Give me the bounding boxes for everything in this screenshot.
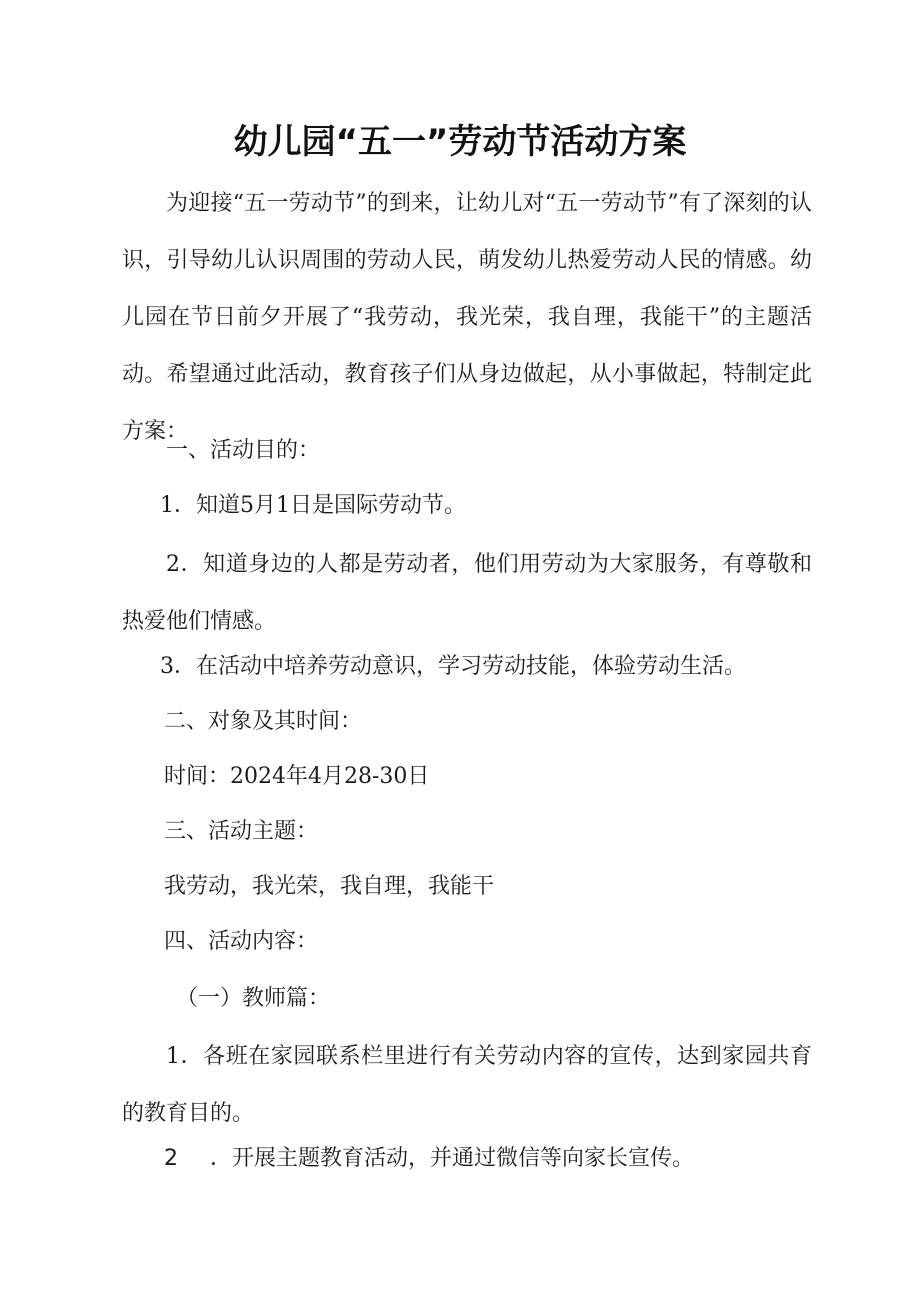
teacher-item-2-number: 2: [164, 1146, 178, 1171]
section-heading-goals: 一、活动目的：: [166, 438, 321, 463]
teacher-item-2: [164, 1144, 694, 1174]
goal-item-3: 3．在活动中培养劳动意识，学习劳动技能，体验劳动生活。: [160, 654, 746, 679]
goal-item-2: 2．知道身边的人都是劳动者，他们用劳动为大家服务，有尊敬和热爱他们情感。: [122, 552, 812, 634]
time-line: 时间：2024年4月28-30日: [164, 764, 430, 789]
section-heading-time: 二、对象及其时间：: [164, 709, 363, 734]
document-title: 幼儿园“五一”劳动节活动方案: [233, 122, 687, 162]
section-heading-content: 四、活动内容：: [164, 929, 319, 954]
intro-paragraph: 为迎接“五一劳动节”的到来，让幼儿对“五一劳动节”有了深刻的认识，引导幼儿认识周围的劳动人民，萌发幼儿热爱劳动人民的情感。幼儿园在节日前夕开展了“我劳动，我光荣，我自理，我能干”的主题活动。希望通过此活动，教育孩子们从身边做起，从小事做起，特制定此方案：: [122, 191, 812, 444]
teacher-item-2-text: ．开展主题教育活动，并通过微信等向家长宣传。: [210, 1146, 695, 1171]
goal-item-1: 1．知道5月1日是国际劳动节。: [160, 493, 466, 518]
subsection-teacher: （一）教师篇：: [176, 986, 331, 1011]
theme-line: 我劳动，我光荣，我自理，我能干: [164, 874, 495, 899]
section-heading-theme: 三、活动主题：: [164, 819, 319, 844]
teacher-item-1: 1．各班在家园联系栏里进行有关劳动内容的宣传，达到家园共育的教育目的。: [122, 1044, 812, 1126]
